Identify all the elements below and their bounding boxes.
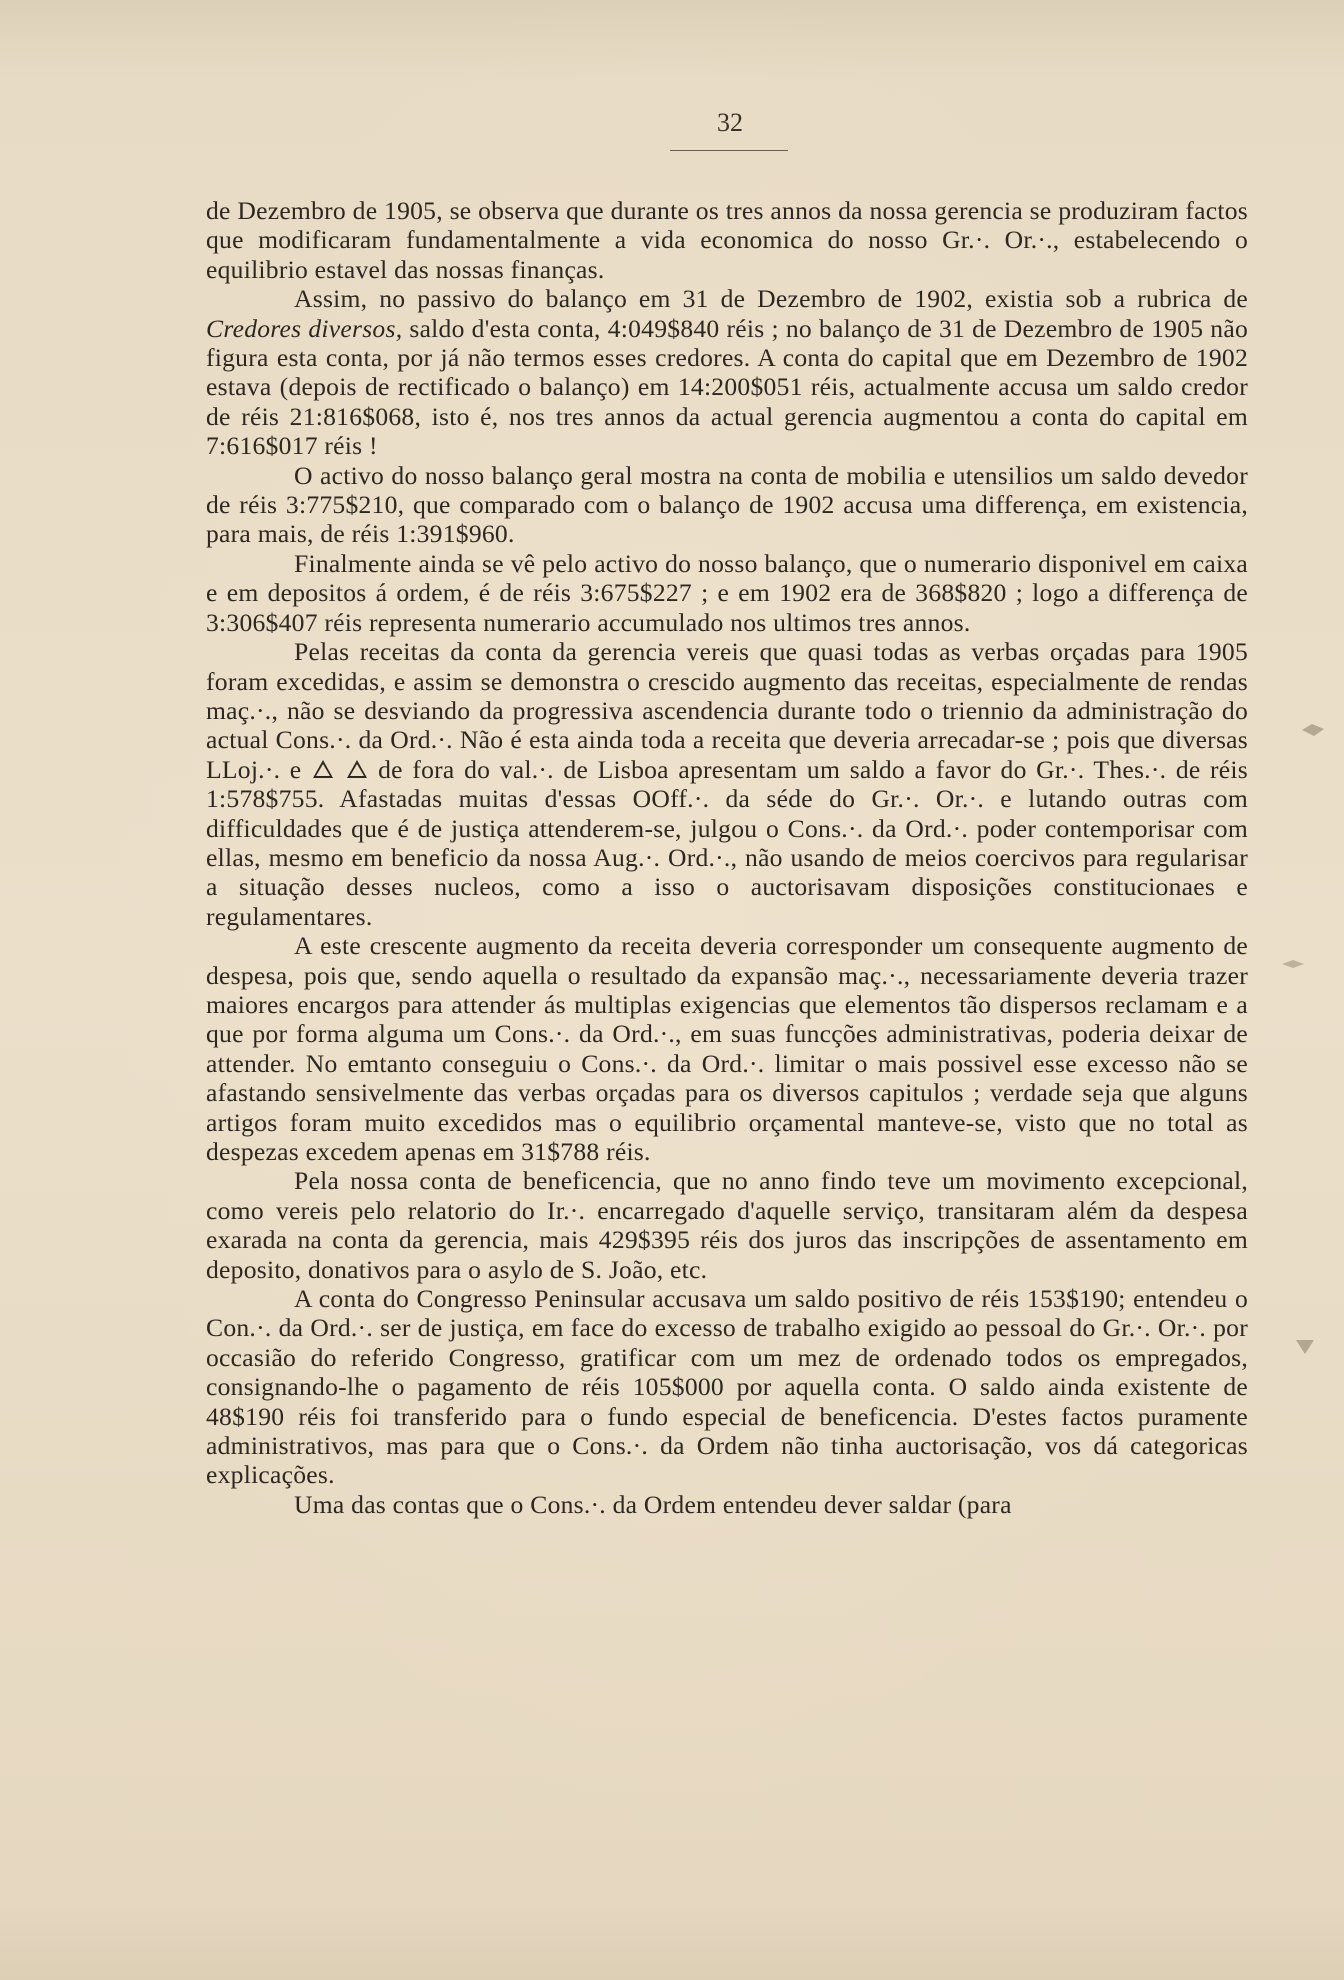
text-segment: Assim, no passivo do balanço em 31 de Dezembro de 1902, existia sob a rubrica de bbox=[294, 284, 1248, 314]
margin-stain-mark bbox=[1300, 720, 1326, 740]
paragraph bbox=[206, 1166, 1248, 1284]
text-segment: Uma das contas que o Cons.·. da Ordem entendeu dever saldar (para bbox=[294, 1489, 1012, 1519]
text-segment bbox=[335, 755, 345, 784]
paragraph bbox=[206, 284, 1248, 460]
text-segment: O activo do nosso balanço geral mostra na conta de mobilia e utensilios um saldo devedor de réis 3:775$210, que comparado com o balanço de 1902 accusa uma differença, em existencia, para mais, de réis 1:391$960. bbox=[206, 460, 1248, 549]
text-segment: Pela nossa conta de beneficencia, que no anno findo teve um movimento excepcional, como vereis pelo relatorio do Ir.·. encarregado d'aquelle serviço, transitaram além da despesa exarada na conta da gerencia, mais 429$395 réis dos juros das inscripções de assentamento em deposito, donativos para o asylo de S. João, etc. bbox=[206, 1166, 1248, 1284]
paragraph bbox=[206, 196, 1248, 284]
paragraph bbox=[206, 549, 1248, 637]
text-segment: Finalmente ainda se vê pelo activo do nosso balanço, que o numerario disponivel em caixa e em depositos á ordem, é de réis 3:675$227 ; e em 1902 era de 368$820 ; logo a differença de 3:306$407 réis representa numerario accumulado nos ultimos tres annos. bbox=[206, 548, 1248, 637]
paragraph bbox=[206, 1284, 1248, 1490]
text-segment: saldo d'esta conta, 4:049$840 réis ; no balanço de 31 de Dezembro de 1905 não figura esta conta, por já não termos esses credores. A conta do capital que em Dezembro de 1902 estava (depois de rectificado o balanço) em 14:200$051 réis, actualmente accusa um saldo credor de réis 21:816$068, isto é, nos tres annos da actual gerencia augmentou a conta do capital em 7:616$017 réis ! bbox=[206, 313, 1248, 461]
delta-symbol-icon bbox=[313, 760, 333, 778]
text-segment: Pelas receitas da conta da gerencia vereis que quasi todas as verbas orçadas para 1905 foram excedidas, e assim se demonstra o crescido augmento das receitas, especialmente de rendas maç.·., não se desviando da progressiva ascendencia durante todo o triennio da administração do actual Cons.·. da Ord.·. Não é esta ainda toda a receita que deveria arrecadar-se ; pois que diversas LLoj.·. e bbox=[206, 637, 1248, 784]
paragraph bbox=[206, 931, 1248, 1166]
body-text bbox=[206, 196, 1248, 1519]
italic-text: Credores diversos, bbox=[206, 313, 403, 343]
paragraph bbox=[206, 461, 1248, 549]
paragraph bbox=[206, 1490, 1248, 1519]
text-segment: de fora do val.·. de Lisboa apresentam um saldo a favor do Gr.·. Thes.·. de réis 1:578$755. Afastadas muitas d'essas OOff.·. da séde do Gr.·. Or.·. e lutando outras com difficuldades que é de justiça attenderem-se, julgou o Cons.·. da Ord.·. poder contemporisar com ellas, mesmo em beneficio da nossa Aug.·. Ord.·., não usando de meios coercivos para regularisar a situação desses nucleos, como a isso o auctorisavam disposições constitucionaes e regulamentares. bbox=[206, 754, 1248, 931]
page-number: 32 bbox=[717, 108, 743, 137]
text-segment: de Dezembro de 1905, se observa que durante os tres annos da nossa gerencia se produziram factos que modificaram fundamentalmente a vida economica do nosso Gr.·. Or.·., estabelecendo o equilibrio estavel das nossas finanças. bbox=[206, 196, 1248, 284]
delta-symbol-icon bbox=[347, 760, 367, 778]
margin-stain-mark bbox=[1280, 954, 1306, 974]
page-number-rule bbox=[670, 150, 788, 151]
margin-stain-mark bbox=[1292, 1336, 1318, 1356]
text-segment: A este crescente augmento da receita deveria corresponder um consequente augmento de despesa, pois que, sendo aquella o resultado da expansão maç.·., necessariamente deveria trazer maiores encargos para attender ás multiplas exigencias que elementos tão dispersos reclamam e a que por forma alguma um Cons.·. da Ord.·., em suas funcções administrativas, poderia deixar de attender. No emtanto conseguiu o Cons.·. da Ord.·. limitar o mais possivel esse excesso não se afastando sensivelmente das verbas orçadas para os diversos capitulos ; verdade seja que alguns artigos foram muito excedidos mas o equilibrio orçamental manteve-se, visto que no total as despezas excedem apenas em 31$788 réis. bbox=[206, 931, 1248, 1166]
paragraph bbox=[206, 637, 1248, 931]
text-segment: A conta do Congresso Peninsular accusava um saldo positivo de réis 153$190; entendeu o Con.·. da Ord.·. ser de justiça, em face do excesso de trabalho exigido ao pessoal do Gr.·. Or.·. por occasião do referido Congresso, gratificar com um mez de ordenado todos os empregados, consignando-lhe o pagamento de réis 105$000 por aquella conta. O saldo ainda existente de 48$190 réis foi transferido para o fundo especial de beneficencia. D'estes factos puramente administrativos, mas para que o Cons.·. da Ordem não tinha auctorisação, vos dá categoricas explicações. bbox=[206, 1284, 1248, 1490]
